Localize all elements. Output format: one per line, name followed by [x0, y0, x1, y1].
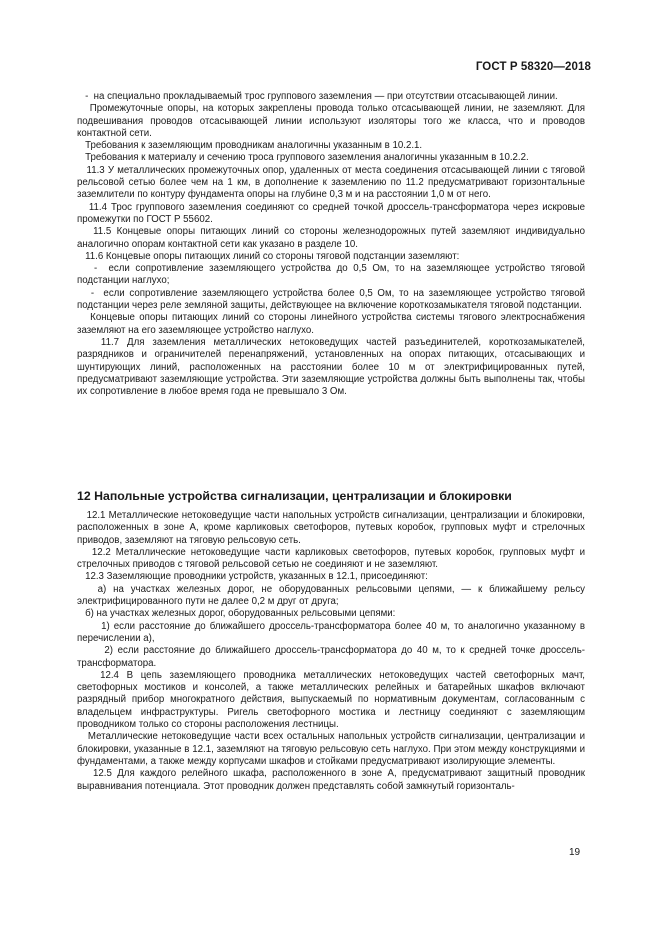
paragraph: 11.7 Для заземления металлических нетоковедущих частей разъединителей, короткозамыкателей, разрядников и ограничителей перенапряжений, установленных на опорах питающих, отсасывающих и шунтирующих линий, расположенных на расстоянии более 10 м от электрифицированных путей, предусматривают заземляющие устройства. Эти заземляющие устройства должны быть выполнены так, чтобы их сопротивление в любое время года не превышало 3 Ом. — [77, 336, 588, 398]
paragraph: - если сопротивление заземляющего устройства до 0,5 Ом, то на заземляющее устройство тяговой подстанции наглухо; — [77, 263, 588, 287]
paragraph: 11.3 У металлических промежуточных опор, удаленных от места соединения отсасывающей линии с тяговой рельсовой сетью более чем на 1 км, в дополнение к заземлению по 11.2 предусматривают горизонтальные заземлители по контуру фундамента опоры на глубине 0,3 м и на расстоянии 1,0 м от него. — [77, 164, 588, 201]
page-number: 19 — [569, 847, 581, 858]
paragraph: Требования к заземляющим проводникам аналогичны указанным в 10.2.1. — [77, 140, 423, 152]
paragraph: 12.1 Металлические нетоковедущие части напольных устройств сигнализации, централизации и блокировки, расположенных в зоне А, кроме карликовых светофоров, путевых коробок, групповых муфт и стрелочных приводов, заземляют на тяговую рельсовую сеть. — [77, 510, 588, 546]
paragraph: Концевые опоры питающих линий со стороны линейного устройства системы тягового электроснабжения заземляют на его заземляющее устройство наглухо. — [77, 312, 588, 336]
paragraph: 11.6 Концевые опоры питающих линий со стороны тяговой подстанции заземляют: — [77, 250, 460, 262]
section-11-text — [77, 91, 588, 398]
paragraph: Металлические нетоковедущие части всех остальных напольных устройств сигнализации, централизации и блокировки, указанные в 12.1, заземляют на тяговую рельсовую сеть наглухо. При этом между конструкциями и фундаментами, а также между корпусами шкафов и стойками предусматривают изолирующие элементы. — [77, 731, 588, 767]
section-12-heading: 12 Напольные устройства сигнализации, централизации и блокировки — [77, 489, 512, 503]
paragraph: 12.3 Заземляющие проводники устройств, указанных в 12.1, присоединяют: — [77, 571, 428, 583]
paragraph: 12.5 Для каждого релейного шкафа, расположенного в зоне А, предусматривают защитный проводник выравнивания потенциала. Этот проводник должен представлять собой замкнутый горизонталь- — [77, 768, 588, 792]
document-header: ГОСТ Р 58320—2018 — [475, 61, 591, 73]
paragraph: 1) если расстояние до ближайшего дроссель-трансформатора более 40 м, то аналогично указанному в перечислении а), — [77, 620, 588, 644]
paragraph: 11.5 Концевые опоры питающих линий со стороны железнодорожных путей заземляют индивидуально аналогично опорам контактной сети как указано в разделе 10. — [77, 226, 588, 250]
paragraph: 12.4 В цепь заземляющего проводника металлических нетоковедущих частей светофорных мачт, светофорных мостиков и консолей, а также металлических релейных и батарейных шкафов включают разрядный прибор многократного действия, выпускаемый по нормативным документам, согласованным с владельцем инфраструктуры. Ригель светофорного мостика и лестницу соединяют с заземляющим проводником только со стороны расположения лестницы. — [77, 669, 588, 731]
paragraph: - на специально прокладываемый трос группового заземления — при отсутствии отсасывающей линии. — [77, 91, 558, 102]
paragraph: 11.4 Трос группового заземления соединяют со средней точкой дроссель-трансформатора через искровые промежутки по ГОСТ Р 55602. — [77, 201, 588, 225]
paragraph: а) на участках железных дорог, не оборудованных рельсовыми цепями, — к ближайшему рельсу электрифицированного пути не далее 0,2 м друг от друга; — [77, 583, 588, 608]
paragraph: 12.2 Металлические нетоковедущие части карликовых светофоров, путевых коробок, групповых муфт и стрелочных приводов с тяговой рельсовой сетью не соединяют и не заземляют. — [77, 546, 588, 571]
paragraph: Промежуточные опоры, на которых закреплены провода только отсасывающей линии, не заземляют. Для подвешивания проводов отсасывающей линии используют изоляторы того же класса, что и проводов контактной сети. — [77, 103, 588, 139]
paragraph: Требования к материалу и сечению троса группового заземления аналогичны указанным в 10.2.2. — [77, 152, 529, 164]
paragraph: 2) если расстояние до ближайшего дроссель-трансформатора до 40 м, то к средней точке дроссель-трансформатора. — [77, 645, 585, 669]
paragraph: - если сопротивление заземляющего устройства более 0,5 Ом, то на заземляющее устройство тяговой подстанции через реле земляной защиты, действующее на включение короткозамыкателя тяговой подстанции. — [77, 287, 588, 312]
section-12-text — [77, 510, 588, 793]
paragraph: б) на участках железных дорог, оборудованных рельсовыми цепями: — [77, 608, 396, 620]
